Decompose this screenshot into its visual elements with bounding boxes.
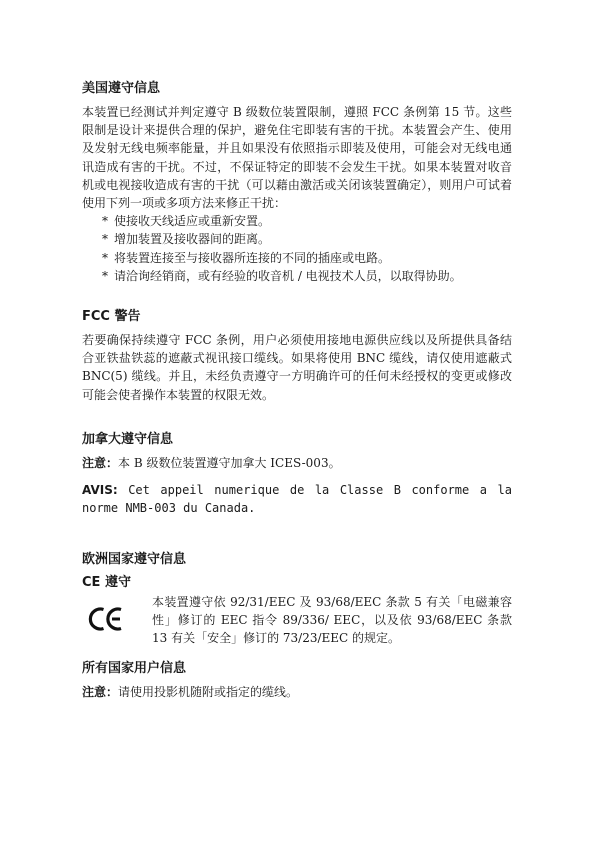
note-text: 本 B 级数位装置遵守加拿大 ICES-003。 <box>118 455 341 470</box>
avis-label: AVIS: <box>82 483 118 498</box>
us-compliance-section <box>82 80 512 285</box>
europe-compliance-section <box>82 551 512 648</box>
list-item: * 增加装置及接收器间的距离。 <box>102 232 271 247</box>
fcc-warning-section <box>82 308 512 404</box>
note-label: 注意： <box>82 455 119 470</box>
canada-compliance-heading: 加拿大遵守信息 <box>82 431 174 447</box>
list-item: * 使接收天线适应或重新安置。 <box>102 214 271 229</box>
document-page <box>82 80 512 701</box>
fcc-warning-heading: FCC 警告 <box>82 309 141 325</box>
canada-note <box>82 454 512 472</box>
ce-compliance-paragraph: 本装置遵守依 92/31/EEC 及 93/68/EEC 条款 5 有关「电磁兼容性」修订的 EEC 指令 89/336/ EEC，以及依 93/68/EEC 条款 13 有关「安全」修订的 73/23/EEC 的规定。 <box>152 595 512 646</box>
us-compliance-paragraph: 本装置已经测试并判定遵守 B 级数位装置限制，遵照 FCC 条例第 15 节。这些限制是设计来提供合理的保护，避免住宅即装有害的干扰。本装置会产生、使用及发射无线电频率能量，并且如果没有依照指示即装及使用，可能会对无线电通讯造成有害的干扰。不过，不保证特定的即装不会发生干扰。如果本装置对收音机或电视接收造成有害的干扰（可以藉由激活或关闭该装置确定），则用户可试着使用下列一项或多项方法来修正干扰： <box>82 105 512 211</box>
all-countries-note <box>82 683 512 701</box>
ce-mark-icon <box>82 593 146 645</box>
note-text: 请使用投影机随附或指定的缆线。 <box>118 684 299 699</box>
us-remedy-list <box>82 212 512 285</box>
ce-compliance-row <box>82 593 512 648</box>
list-item: * 请洽询经销商，或有经验的收音机 / 电视技术人员，以取得协助。 <box>102 268 462 283</box>
fcc-warning-paragraph: 若要确保持续遵守 FCC 条例，用户必须使用接地电源供应线以及所提供具备结合亚铁盐铁蕊的遮蔽式视讯接口缆线。如果将使用 BNC 缆线，请仅使用遮蔽式 BNC(5) 缆线。并且，未经负责遵守一方明确许可的任何未经授权的变更或修改可能会使者操作本装置的权限无效。 <box>82 333 512 402</box>
avis-text: Cet appeil numerique de la Classe B conforme a la norme NMB-003 du Canada. <box>82 483 512 515</box>
ce-compliance-heading: CE 遵守 <box>82 575 131 591</box>
us-compliance-heading: 美国遵守信息 <box>82 81 161 96</box>
all-countries-section <box>82 660 512 701</box>
list-item: * 将装置连接至与接收器所连接的不同的插座或电路。 <box>102 250 391 265</box>
note-label: 注意： <box>82 684 119 699</box>
ce-compliance-text <box>152 593 512 648</box>
europe-compliance-heading: 欧洲国家遵守信息 <box>82 552 187 568</box>
canada-avis <box>82 482 512 517</box>
canada-compliance-section <box>82 431 512 517</box>
all-countries-heading: 所有国家用户信息 <box>82 660 187 676</box>
